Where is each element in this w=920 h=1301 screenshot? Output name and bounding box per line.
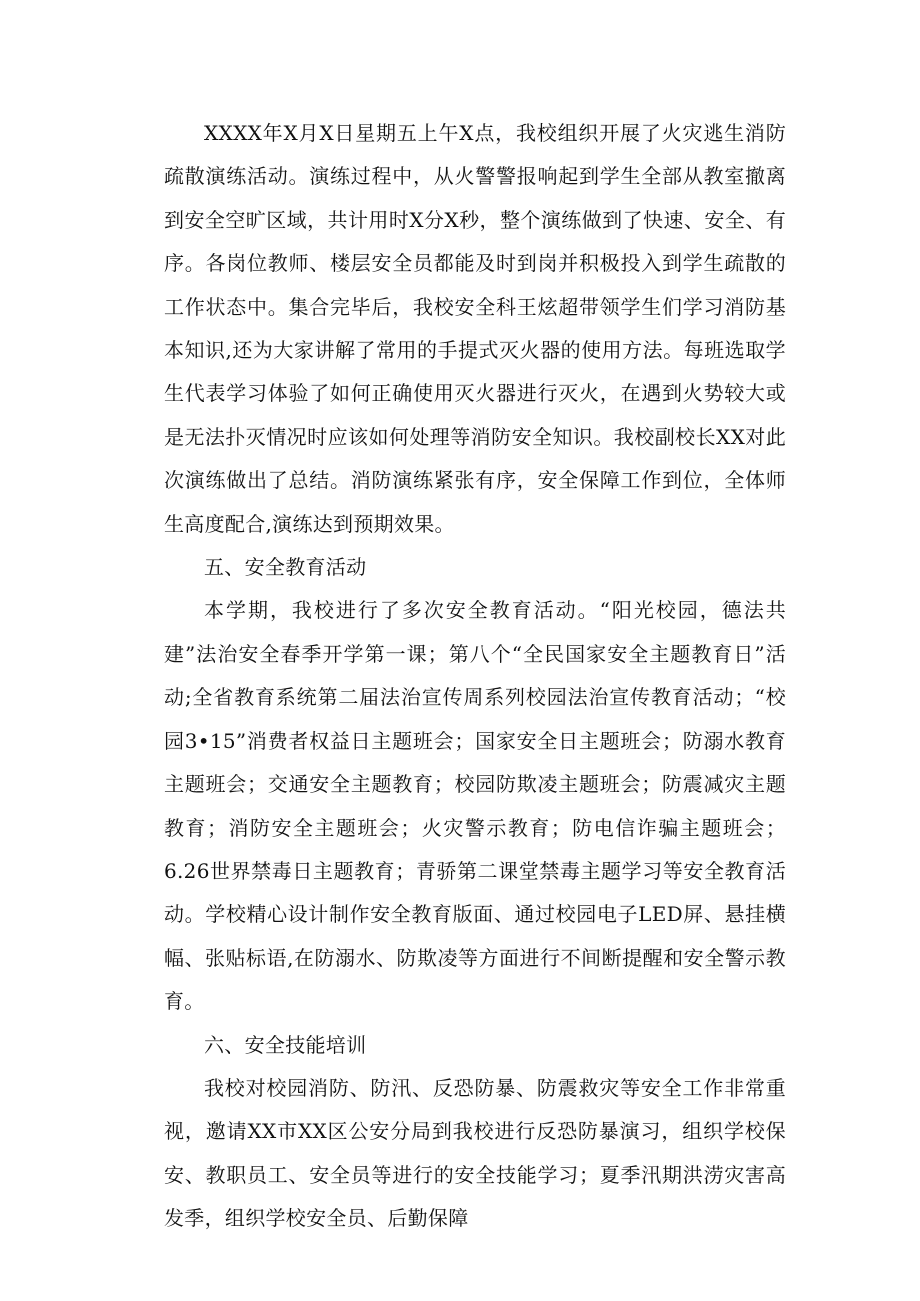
paragraph-safety-skills: 我校对校园消防、防汛、反恐防暴、防震救灾等安全工作非常重视，邀请XX市XX区公安分局到我校进行反恐防暴演习，组织学校保安、教职员工、安全员等进行的安全技能学习；夏季汛期洪涝灾害高发季，组织学校安全员、后勤保障: [164, 1075, 786, 1231]
document-body: [164, 112, 786, 1241]
section-heading-safety-education: 五、安全教育活动: [204, 555, 367, 580]
paragraph-safety-education: 本学期，我校进行了多次安全教育活动。“阳光校园，德法共建”法治安全春季开学第一课；第八个“全民国家安全主题教育日”活动;全省教育系统第二届法治宣传周系列校园法治宣传教育活动；“校园3•15”消费者权益日主题班会；国家安全日主题班会；防溺水教育主题班会；交通安全主题教育；校园防欺凌主题班会；防震减灾主题教育；消防安全主题班会；火灾警示教育；防电信诈骗主题班会；6.26世界禁毒日主题教育；青骄第二课堂禁毒主题学习等安全教育活动。学校精心设计制作安全教育版面、通过校园电子LED屏、悬挂横幅、张贴标语,在防溺水、防欺凌等方面进行不间断提醒和安全警示教育。: [164, 598, 786, 1014]
section-heading-safety-skills: 六、安全技能培训: [204, 1032, 367, 1057]
paragraph-fire-drill: XXXX年X月X日星期五上午X点，我校组织开展了火灾逃生消防疏散演练活动。演练过程中，从火警警报响起到学生全部从教室撤离到安全空旷区域，共计用时X分X秒，整个演练做到了快速、安全、有序。各岗位教师、楼层安全员都能及时到岗并积极投入到学生疏散的工作状态中。集合完毕后，我校安全科王炫超带领学生们学习消防基本知识,还为大家讲解了常用的手提式灭火器的使用方法。每班选取学生代表学习体验了如何正确使用灭火器进行灭火，在遇到火势较大或是无法扑灭情况时应该如何处理等消防安全知识。我校副校长XX对此次演练做出了总结。消防演练紧张有序，安全保障工作到位，全体师生高度配合,演练达到预期效果。: [164, 121, 786, 536]
